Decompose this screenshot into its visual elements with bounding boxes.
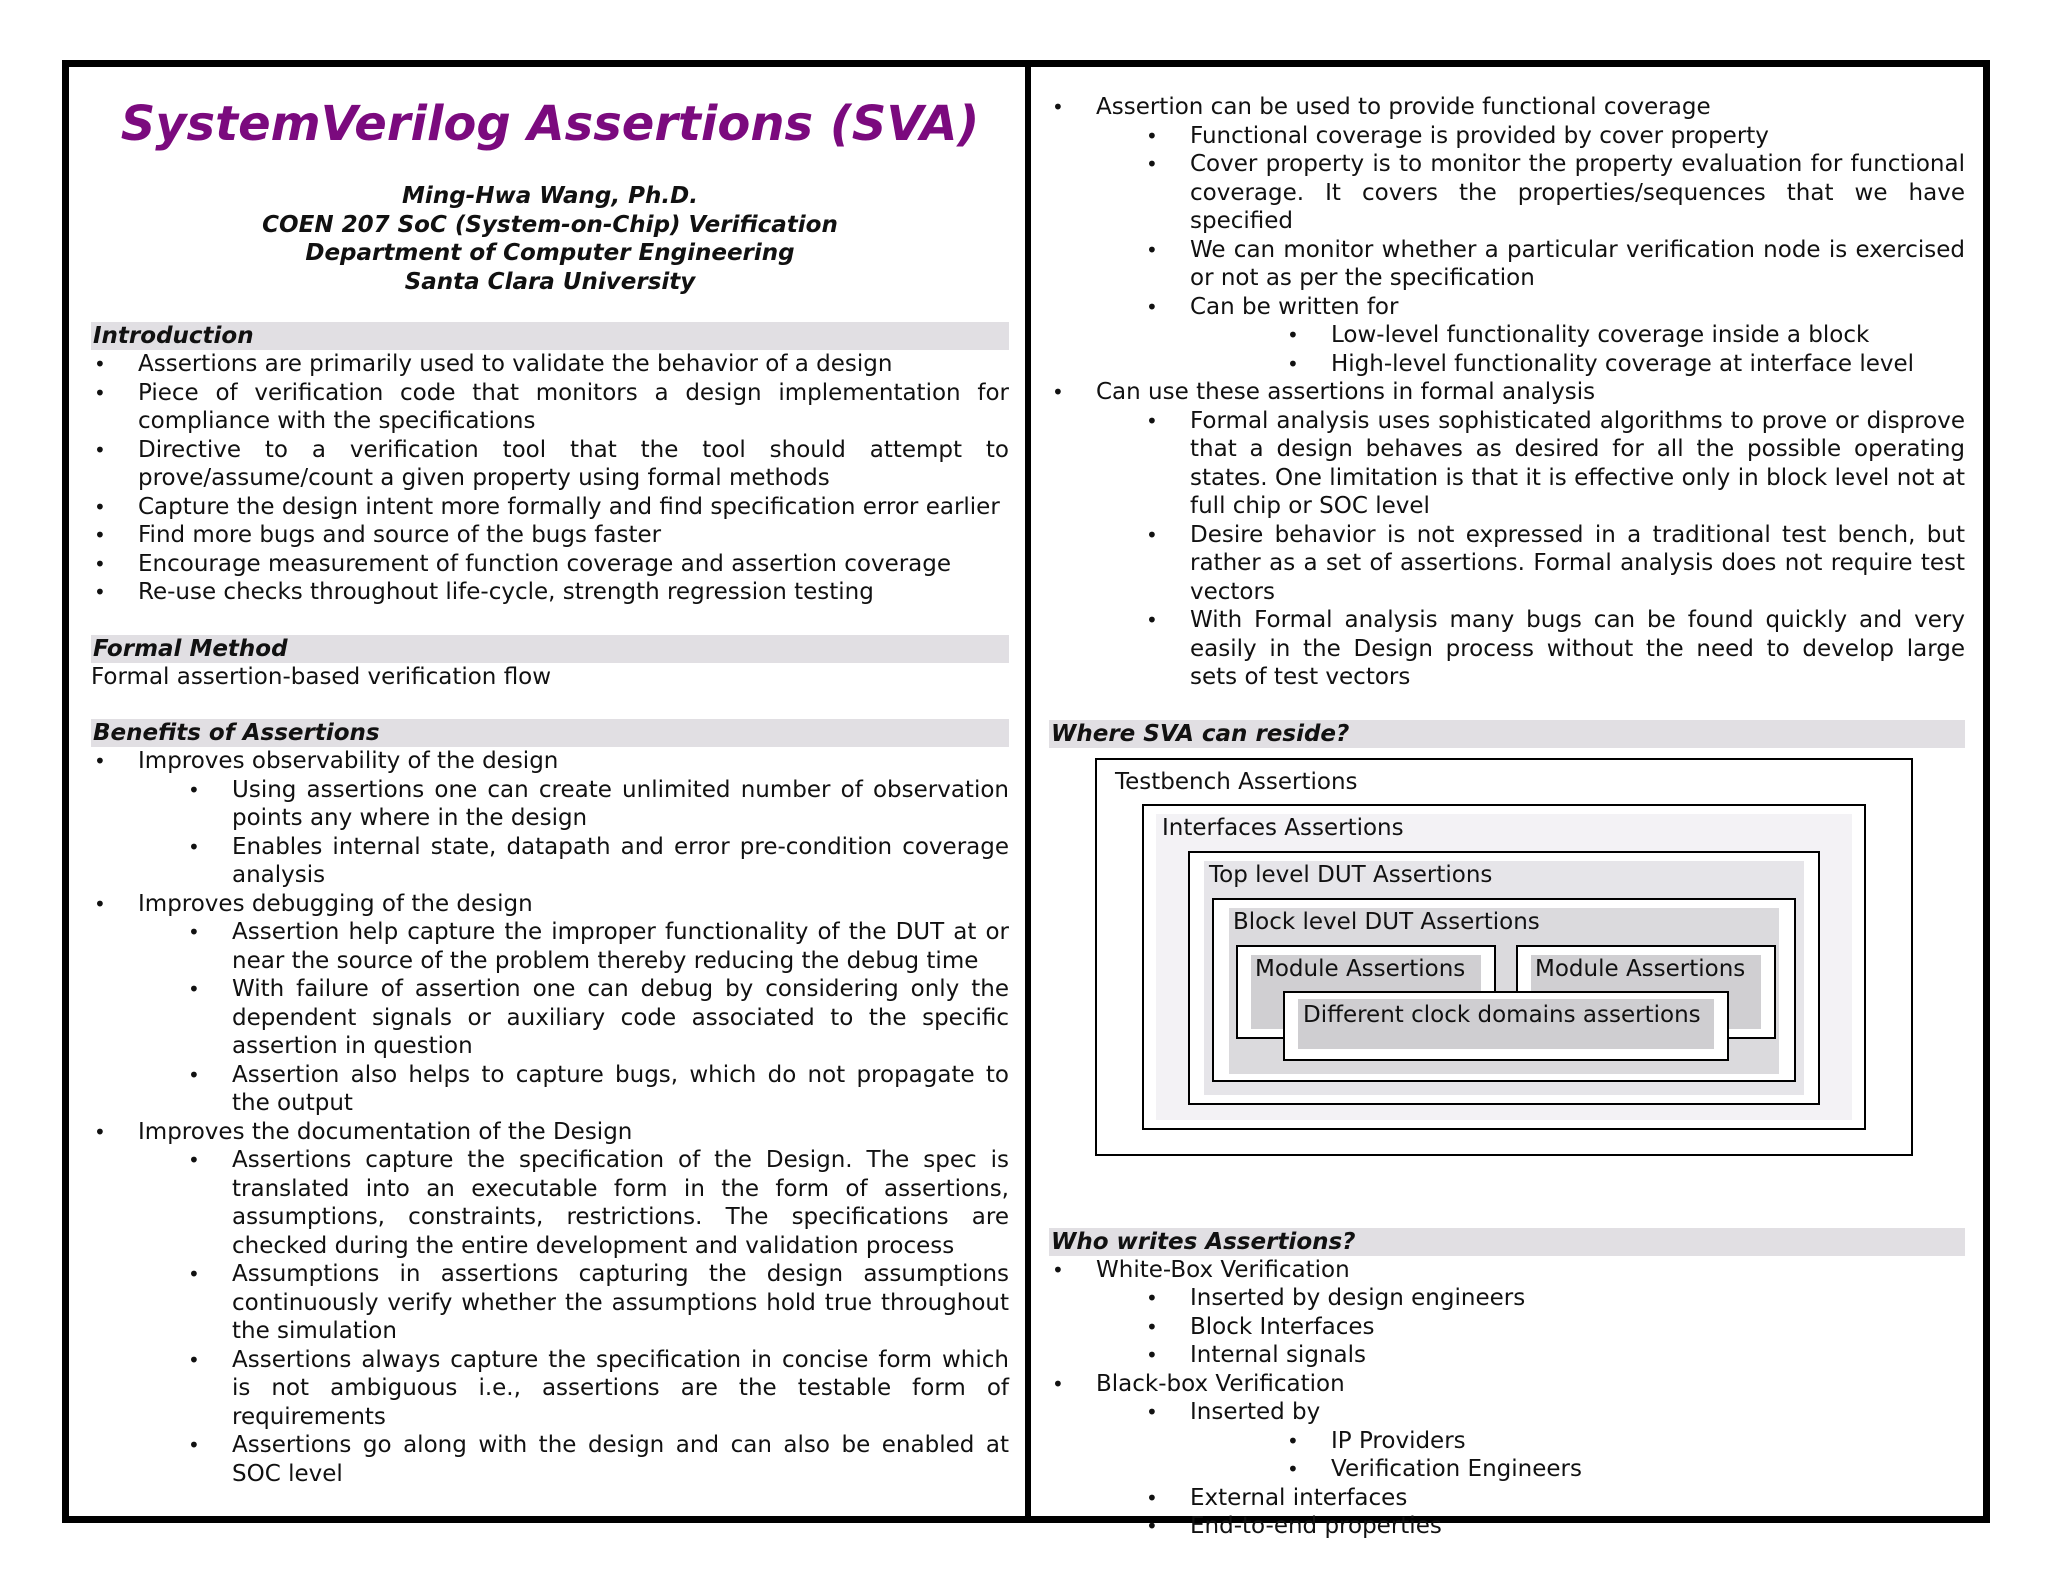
list-item: [1190, 1455, 1965, 1484]
list-item-text: Internal signals: [1190, 1342, 1366, 1368]
bullet-icon: •: [1146, 408, 1158, 433]
list-item-text: Can be written for: [1190, 293, 1399, 320]
list-item: [91, 578, 1009, 607]
list-item-text: White-Box Verification: [1096, 1256, 1350, 1283]
top-level-label: Top level DUT Assertions: [1209, 861, 1493, 888]
course-name: COEN 207 SoC (System-on-Chip) Verification: [262, 211, 838, 238]
list-item: [138, 776, 1009, 833]
interfaces-label: Interfaces Assertions: [1162, 814, 1404, 841]
list-item-text: Encourage measurement of function coverage and assertion coverage: [138, 550, 952, 577]
column-divider: [1025, 60, 1031, 1523]
bullet-icon: •: [188, 977, 200, 1001]
list-item-text: External interfaces: [1190, 1484, 1408, 1511]
list-item-text: Desire behavior is not expressed in a traditional test bench, but rather as a set of assertions. Formal analysis does not require test vectors: [1190, 521, 1965, 605]
list-item: [91, 747, 1009, 890]
bullet-icon: •: [1146, 294, 1158, 319]
bullet-icon: •: [1146, 608, 1158, 632]
list-item: [1096, 1284, 1965, 1313]
list-item: [91, 890, 1009, 1118]
bullet-icon: •: [1146, 1343, 1158, 1367]
list-item: [1190, 350, 1965, 379]
list-item: [91, 493, 1009, 522]
list-item-text: Assertions are primarily used to validate the behavior of a design: [138, 351, 893, 377]
bullet-icon: •: [1052, 1257, 1064, 1282]
sub-sub-list: [1190, 1427, 1965, 1484]
list-item: [138, 1260, 1009, 1346]
list-item: [138, 1061, 1009, 1118]
list-item: [1096, 1512, 1965, 1541]
bullet-icon: •: [1052, 380, 1064, 404]
right-column: [1049, 93, 1965, 1541]
bullet-icon: •: [94, 551, 106, 576]
sub-list: [1096, 1398, 1965, 1541]
list-item: [1096, 521, 1965, 607]
list-item-text: Low-level functionality coverage inside a block: [1331, 322, 1870, 348]
bullet-icon: •: [1146, 237, 1158, 262]
list-item: [1049, 1256, 1965, 1370]
list-item: [138, 918, 1009, 975]
list-item-text: Improves debugging of the design: [138, 890, 533, 917]
list-item-text: Cover property is to monitor the property evaluation for functional coverage. It covers the properties/sequences that we have specified: [1190, 151, 1965, 234]
list-item: [138, 833, 1009, 890]
list-item: [138, 1431, 1009, 1488]
bullet-icon: •: [1052, 1371, 1064, 1396]
list-item-text: Assumptions in assertions capturing the design assumptions continuously verify whether the assumptions hold true throughout the simulation: [232, 1261, 1009, 1344]
list-item-text: Capture the design intent more formally and find specification error earlier: [138, 493, 1000, 520]
bullet-icon: •: [188, 1433, 200, 1457]
bullet-icon: •: [188, 920, 200, 944]
formal-method-text: Formal assertion-based verification flow: [91, 663, 552, 690]
department-name: Department of Computer Engineering: [305, 240, 795, 266]
bullet-icon: •: [188, 777, 200, 802]
list-item-text: Re-use checks throughout life-cycle, strength regression testing: [138, 579, 874, 605]
list-item-text: We can monitor whether a particular verification node is exercised or not as per the specification: [1190, 236, 1965, 291]
sub-list: [138, 918, 1009, 1118]
bullet-icon: •: [1146, 1286, 1158, 1310]
list-item-text: Find more bugs and source of the bugs faster: [138, 522, 662, 548]
sub-list: [1096, 122, 1965, 379]
bullet-icon: •: [94, 523, 106, 547]
bullet-icon: •: [94, 749, 106, 773]
bullet-icon: •: [94, 437, 106, 462]
bullet-icon: •: [1146, 1400, 1158, 1424]
who-list: [1049, 1256, 1965, 1541]
where-heading: Where SVA can reside?: [1049, 720, 1965, 748]
list-item-text: High-level functionality coverage at interface level: [1331, 350, 1915, 377]
bullet-icon: •: [188, 1062, 200, 1087]
bullet-icon: •: [1287, 323, 1299, 347]
list-item: [91, 1118, 1009, 1489]
introduction-list: [91, 350, 1009, 607]
list-item-text: Improves observability of the design: [138, 748, 559, 774]
bullet-icon: •: [94, 1119, 106, 1144]
module-right-label: Module Assertions: [1535, 955, 1746, 982]
author-block: [91, 182, 1009, 296]
clock-domains-label: Different clock domains assertions: [1303, 1001, 1701, 1028]
sub-list: [138, 776, 1009, 890]
list-item-text: Assertion also helps to capture bugs, which do not propagate to the output: [232, 1061, 1009, 1116]
list-item-text: Assertions capture the specification of the Design. The spec is translated into an executable form in the form of assertions, assumptions, constraints, restrictions. The specifications are checked during the entire development and validation process: [232, 1147, 1009, 1259]
sva-location-diagram: [1049, 758, 1965, 1178]
list-item-text: Formal analysis uses sophisticated algorithms to prove or disprove that a design behaves as desired for all the possible operating states. One limitation is that it is effective only in block level not at full chip or SOC level: [1190, 407, 1965, 519]
left-column: [91, 88, 1009, 1488]
list-item-text: With failure of assertion one can debug by considering only the dependent signals or auxiliary code associated to the specific assertion in question: [232, 976, 1009, 1059]
list-item: [138, 1146, 1009, 1260]
author-name: Ming-Hwa Wang, Ph.D.: [402, 183, 698, 209]
list-item-text: Inserted by design engineers: [1190, 1285, 1526, 1311]
bullet-icon: •: [1287, 1457, 1299, 1481]
bullet-icon: •: [188, 1148, 200, 1172]
bullet-icon: •: [1146, 1314, 1158, 1339]
who-heading: Who writes Assertions?: [1049, 1228, 1965, 1256]
sub-list: [138, 1146, 1009, 1488]
list-item: [1049, 93, 1965, 378]
bullet-icon: •: [188, 1262, 200, 1286]
sub-list: [1096, 407, 1965, 692]
sub-list: [1096, 1284, 1965, 1370]
bullet-icon: •: [94, 494, 106, 519]
coverage-list: [1049, 93, 1965, 692]
page-title: SystemVerilog Assertions (SVA): [120, 96, 980, 152]
list-item: [1190, 321, 1965, 350]
list-item: [1096, 606, 1965, 692]
list-item-text: With Formal analysis many bugs can be found quickly and very easily in the Design process without the need to develop large sets of test vectors: [1190, 607, 1965, 690]
benefits-heading: Benefits of Assertions: [91, 719, 1009, 747]
list-item-text: Assertion help capture the improper functionality of the DUT at or near the source of the problem thereby reducing the debug time: [232, 919, 1009, 974]
list-item-text: Using assertions one can create unlimited number of observation points any where in the design: [232, 776, 1009, 831]
list-item-text: IP Providers: [1331, 1427, 1466, 1454]
list-item-text: Inserted by: [1190, 1399, 1321, 1425]
list-item-text: Directive to a verification tool that the tool should attempt to prove/assume/count a given property using formal methods: [138, 436, 1009, 491]
list-item: [138, 1346, 1009, 1432]
bullet-icon: •: [1146, 1485, 1158, 1510]
list-item-text: Verification Engineers: [1331, 1456, 1582, 1482]
list-item-text: End-to-end properties: [1190, 1513, 1442, 1539]
bullet-icon: •: [94, 352, 106, 376]
list-item-text: Enables internal state, datapath and error pre-condition coverage analysis: [232, 833, 1009, 888]
introduction-heading: Introduction: [91, 322, 1009, 350]
list-item: [1049, 1370, 1965, 1541]
list-item-text: Piece of verification code that monitors a design implementation for compliance with the specifications: [138, 379, 1009, 434]
list-item: [91, 521, 1009, 550]
bullet-icon: •: [1146, 522, 1158, 547]
list-item: [91, 436, 1009, 493]
list-item: [1190, 1427, 1965, 1456]
list-item: [91, 379, 1009, 436]
list-item: [91, 350, 1009, 379]
formal-method-heading: Formal Method: [91, 635, 1009, 663]
bullet-icon: •: [188, 1347, 200, 1372]
bullet-icon: •: [94, 580, 106, 604]
list-item: [138, 975, 1009, 1061]
list-item: [1096, 122, 1965, 151]
list-item-text: Assertion can be used to provide functional coverage: [1096, 94, 1711, 120]
list-item-text: Block Interfaces: [1190, 1313, 1375, 1340]
list-item: [1096, 1398, 1965, 1484]
bullet-icon: •: [1287, 351, 1299, 376]
list-item: [1096, 1484, 1965, 1513]
block-level-label: Block level DUT Assertions: [1233, 908, 1540, 935]
list-item: [1049, 378, 1965, 692]
list-item-text: Improves the documentation of the Design: [138, 1118, 633, 1145]
university-name: Santa Clara University: [404, 268, 696, 295]
list-item: [1096, 293, 1965, 379]
list-item-text: Can use these assertions in formal analysis: [1096, 379, 1596, 405]
list-item: [1096, 150, 1965, 236]
list-item-text: Functional coverage is provided by cover property: [1190, 122, 1769, 149]
module-left-label: Module Assertions: [1255, 955, 1466, 982]
bullet-icon: •: [1146, 123, 1158, 148]
testbench-label: Testbench Assertions: [1115, 768, 1358, 795]
list-item-text: Assertions go along with the design and can also be enabled at SOC level: [232, 1432, 1009, 1487]
list-item-text: Black-box Verification: [1096, 1370, 1345, 1397]
sub-sub-list: [1190, 321, 1965, 378]
bullet-icon: •: [1146, 152, 1158, 176]
bullet-icon: •: [188, 834, 200, 859]
list-item: [1096, 236, 1965, 293]
list-item: [1096, 407, 1965, 521]
bullet-icon: •: [1146, 1514, 1158, 1538]
list-item-text: Assertions always capture the specification in concise form which is not ambiguous i.e., assertions are the testable form of requirements: [232, 1346, 1009, 1430]
list-item: [1096, 1313, 1965, 1342]
list-item: [1096, 1341, 1965, 1370]
list-item: [91, 550, 1009, 579]
bullet-icon: •: [1052, 95, 1064, 119]
bullet-icon: •: [1287, 1428, 1299, 1453]
bullet-icon: •: [94, 891, 106, 916]
bullet-icon: •: [94, 380, 106, 405]
benefits-list: [91, 747, 1009, 1488]
